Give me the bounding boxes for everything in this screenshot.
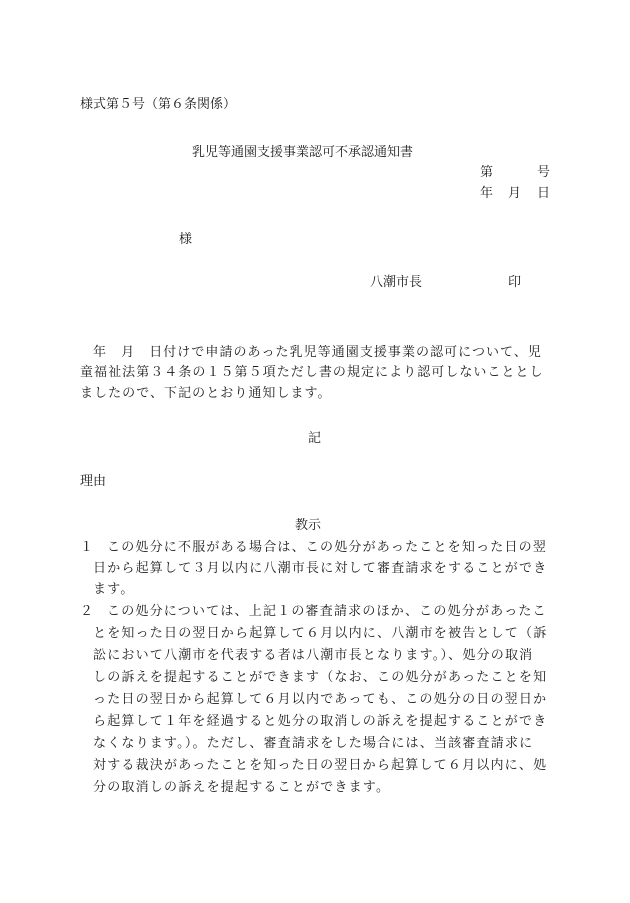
instruction-line: 訟において八潮市を代表する者は八潮市長となります。）、処分の取消 xyxy=(93,648,534,663)
instruction-line: ます。 xyxy=(93,582,135,597)
date-month: 月 xyxy=(508,186,522,201)
date-year: 年 xyxy=(480,186,494,201)
instruction-line: 対する裁決があったことを知った日の翌日から起算して６月以内に、処 xyxy=(93,758,548,773)
form-label: 様式第５号（第６条関係） xyxy=(80,97,237,112)
instruction-line: ら起算して１年を経過すると処分の取消しの訴えを提起することができ xyxy=(93,714,548,729)
addressee-honorific: 様 xyxy=(179,232,193,247)
instruction-line: しの訴えを提起することができます（なお、この処分があったことを知 xyxy=(93,670,548,685)
number-suffix: 号 xyxy=(537,165,551,180)
seal-mark: 印 xyxy=(508,275,522,290)
instruction-line: 分の取消しの訴えを提起することができます。 xyxy=(93,780,391,795)
instruction-line: なくなります。）。ただし、審査請求をした場合には、当該審査請求に xyxy=(93,736,534,751)
document-title: 乳児等通園支援事業認可不承認通知書 xyxy=(192,145,414,160)
instruction-line: この処分については、上記１の審査請求のほか、この処分があったこ xyxy=(107,604,547,619)
body-line: 童福祉法第３４条の１５第５項ただし書の規定により認可しないこととし xyxy=(80,365,544,380)
body-line: 年 月 日付けで申請のあった乳児等通園支援事業の認可について、児 xyxy=(93,345,542,360)
issuer-name: 八潮市長 xyxy=(370,275,423,290)
ki-mark: 記 xyxy=(308,431,322,446)
reason-label: 理由 xyxy=(80,474,107,489)
number-prefix: 第 xyxy=(480,165,494,180)
instruction-line: った日の翌日から起算して６月以内であっても、この処分の日の翌日か xyxy=(93,692,548,707)
instruction-line: この処分に不服がある場合は、この処分があったことを知った日の翌 xyxy=(107,540,548,555)
instruction-title: 教示 xyxy=(295,518,322,533)
instruction-line: 日から起算して３月以内に八潮市長に対して審査請求をすることができ xyxy=(93,561,548,576)
instruction-line: とを知った日の翌日から起算して６月以内に、八潮市を被告として（訴 xyxy=(93,626,548,641)
body-line: ましたので、下記のとおり通知します。 xyxy=(80,386,332,401)
date-day: 日 xyxy=(537,186,551,201)
instruction-number: ２ xyxy=(80,604,94,619)
instruction-number: １ xyxy=(80,540,94,555)
